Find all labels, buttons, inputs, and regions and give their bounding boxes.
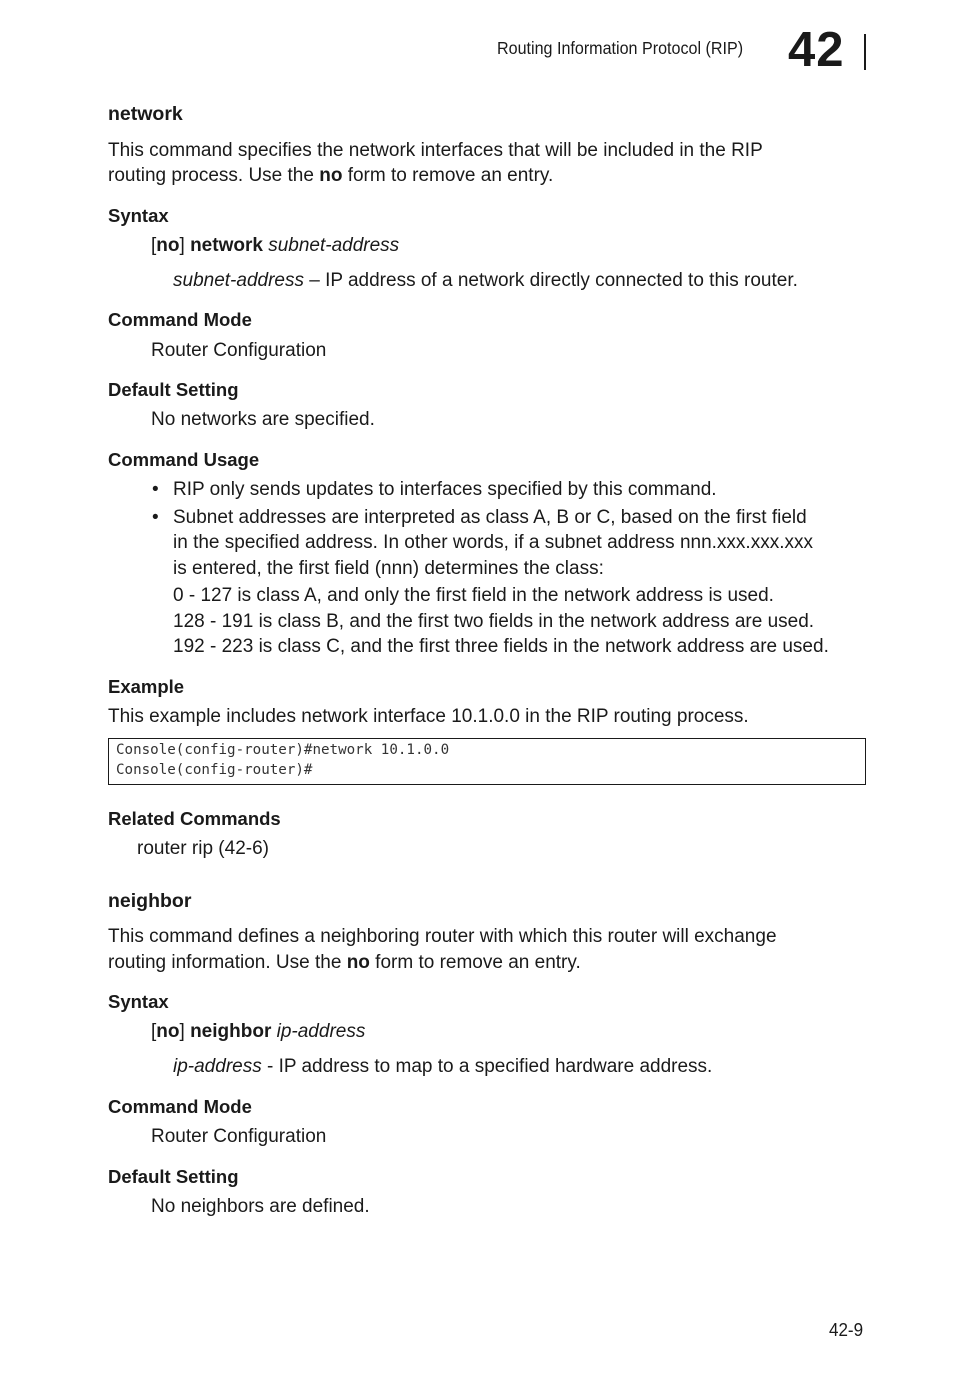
neighbor-command-mode-value: Router Configuration <box>151 1126 327 1147</box>
usage-continuation-line: in the specified address. In other words, if a subnet address nnn.xxx.xxx.xxx <box>173 532 813 553</box>
neighbor-description-line-1: This command defines a neighboring router with which this router will exchange <box>108 926 777 947</box>
neighbor-parameter-description: ip-address - IP address to map to a specified hardware address. <box>173 1056 713 1077</box>
related-commands-heading: Related Commands <box>108 808 281 829</box>
network-syntax-heading: Syntax <box>108 205 169 226</box>
neighbor-syntax-heading: Syntax <box>108 991 169 1012</box>
usage-class-b-line: 128 - 191 is class B, and the first two fields in the network address are used. <box>173 611 815 632</box>
bullet-icon: • <box>152 507 159 528</box>
page-number: 42-9 <box>829 1319 864 1340</box>
network-example-heading: Example <box>108 676 185 697</box>
network-command-mode-heading: Command Mode <box>108 309 252 330</box>
network-default-setting-heading: Default Setting <box>108 379 239 400</box>
chapter-number: 42 <box>788 23 845 77</box>
neighbor-description-line-2: routing information. Use the no form to remove an entry. <box>108 952 581 973</box>
code-line: Console(config-router)# <box>116 762 313 778</box>
chapter-divider <box>864 34 866 70</box>
neighbor-default-setting-heading: Default Setting <box>108 1166 239 1187</box>
network-example-description: This example includes network interface 10.1.0.0 in the RIP routing process. <box>108 706 749 727</box>
related-command-link[interactable]: router rip (42-6) <box>137 838 269 859</box>
network-command-usage-heading: Command Usage <box>108 449 260 470</box>
usage-bullet-2: Subnet addresses are interpreted as class A, B or C, based on the first field <box>173 507 807 528</box>
usage-bullet-1: RIP only sends updates to interfaces specified by this command. <box>173 479 717 500</box>
usage-continuation-line: is entered, the first field (nnn) determines the class: <box>173 558 604 579</box>
network-default-setting-value: No networks are specified. <box>151 409 375 430</box>
code-line: Console(config-router)#network 10.1.0.0 <box>116 742 450 758</box>
usage-class-c-line: 192 - 223 is class C, and the first three fields in the network address are used. <box>173 636 829 657</box>
network-description-line-1: This command specifies the network interfaces that will be included in the RIP <box>108 140 763 161</box>
network-description-line-2: routing process. Use the no form to remove an entry. <box>108 165 554 186</box>
neighbor-default-setting-value: No neighbors are defined. <box>151 1196 370 1217</box>
network-parameter-description: subnet-address – IP address of a network directly connected to this router. <box>173 270 798 291</box>
code-example-box <box>108 738 866 785</box>
usage-class-a-line: 0 - 127 is class A, and only the first field in the network address is used. <box>173 585 774 606</box>
neighbor-syntax-line: [no] neighbor ip-address <box>151 1021 366 1042</box>
neighbor-command-mode-heading: Command Mode <box>108 1096 252 1117</box>
neighbor-command-title: neighbor <box>108 890 192 912</box>
network-command-title: network <box>108 103 183 125</box>
network-command-mode-value: Router Configuration <box>151 340 327 361</box>
bullet-icon: • <box>152 479 159 500</box>
chapter-title: Routing Information Protocol (RIP) <box>497 38 744 58</box>
network-syntax-line: [no] network subnet-address <box>151 235 400 256</box>
